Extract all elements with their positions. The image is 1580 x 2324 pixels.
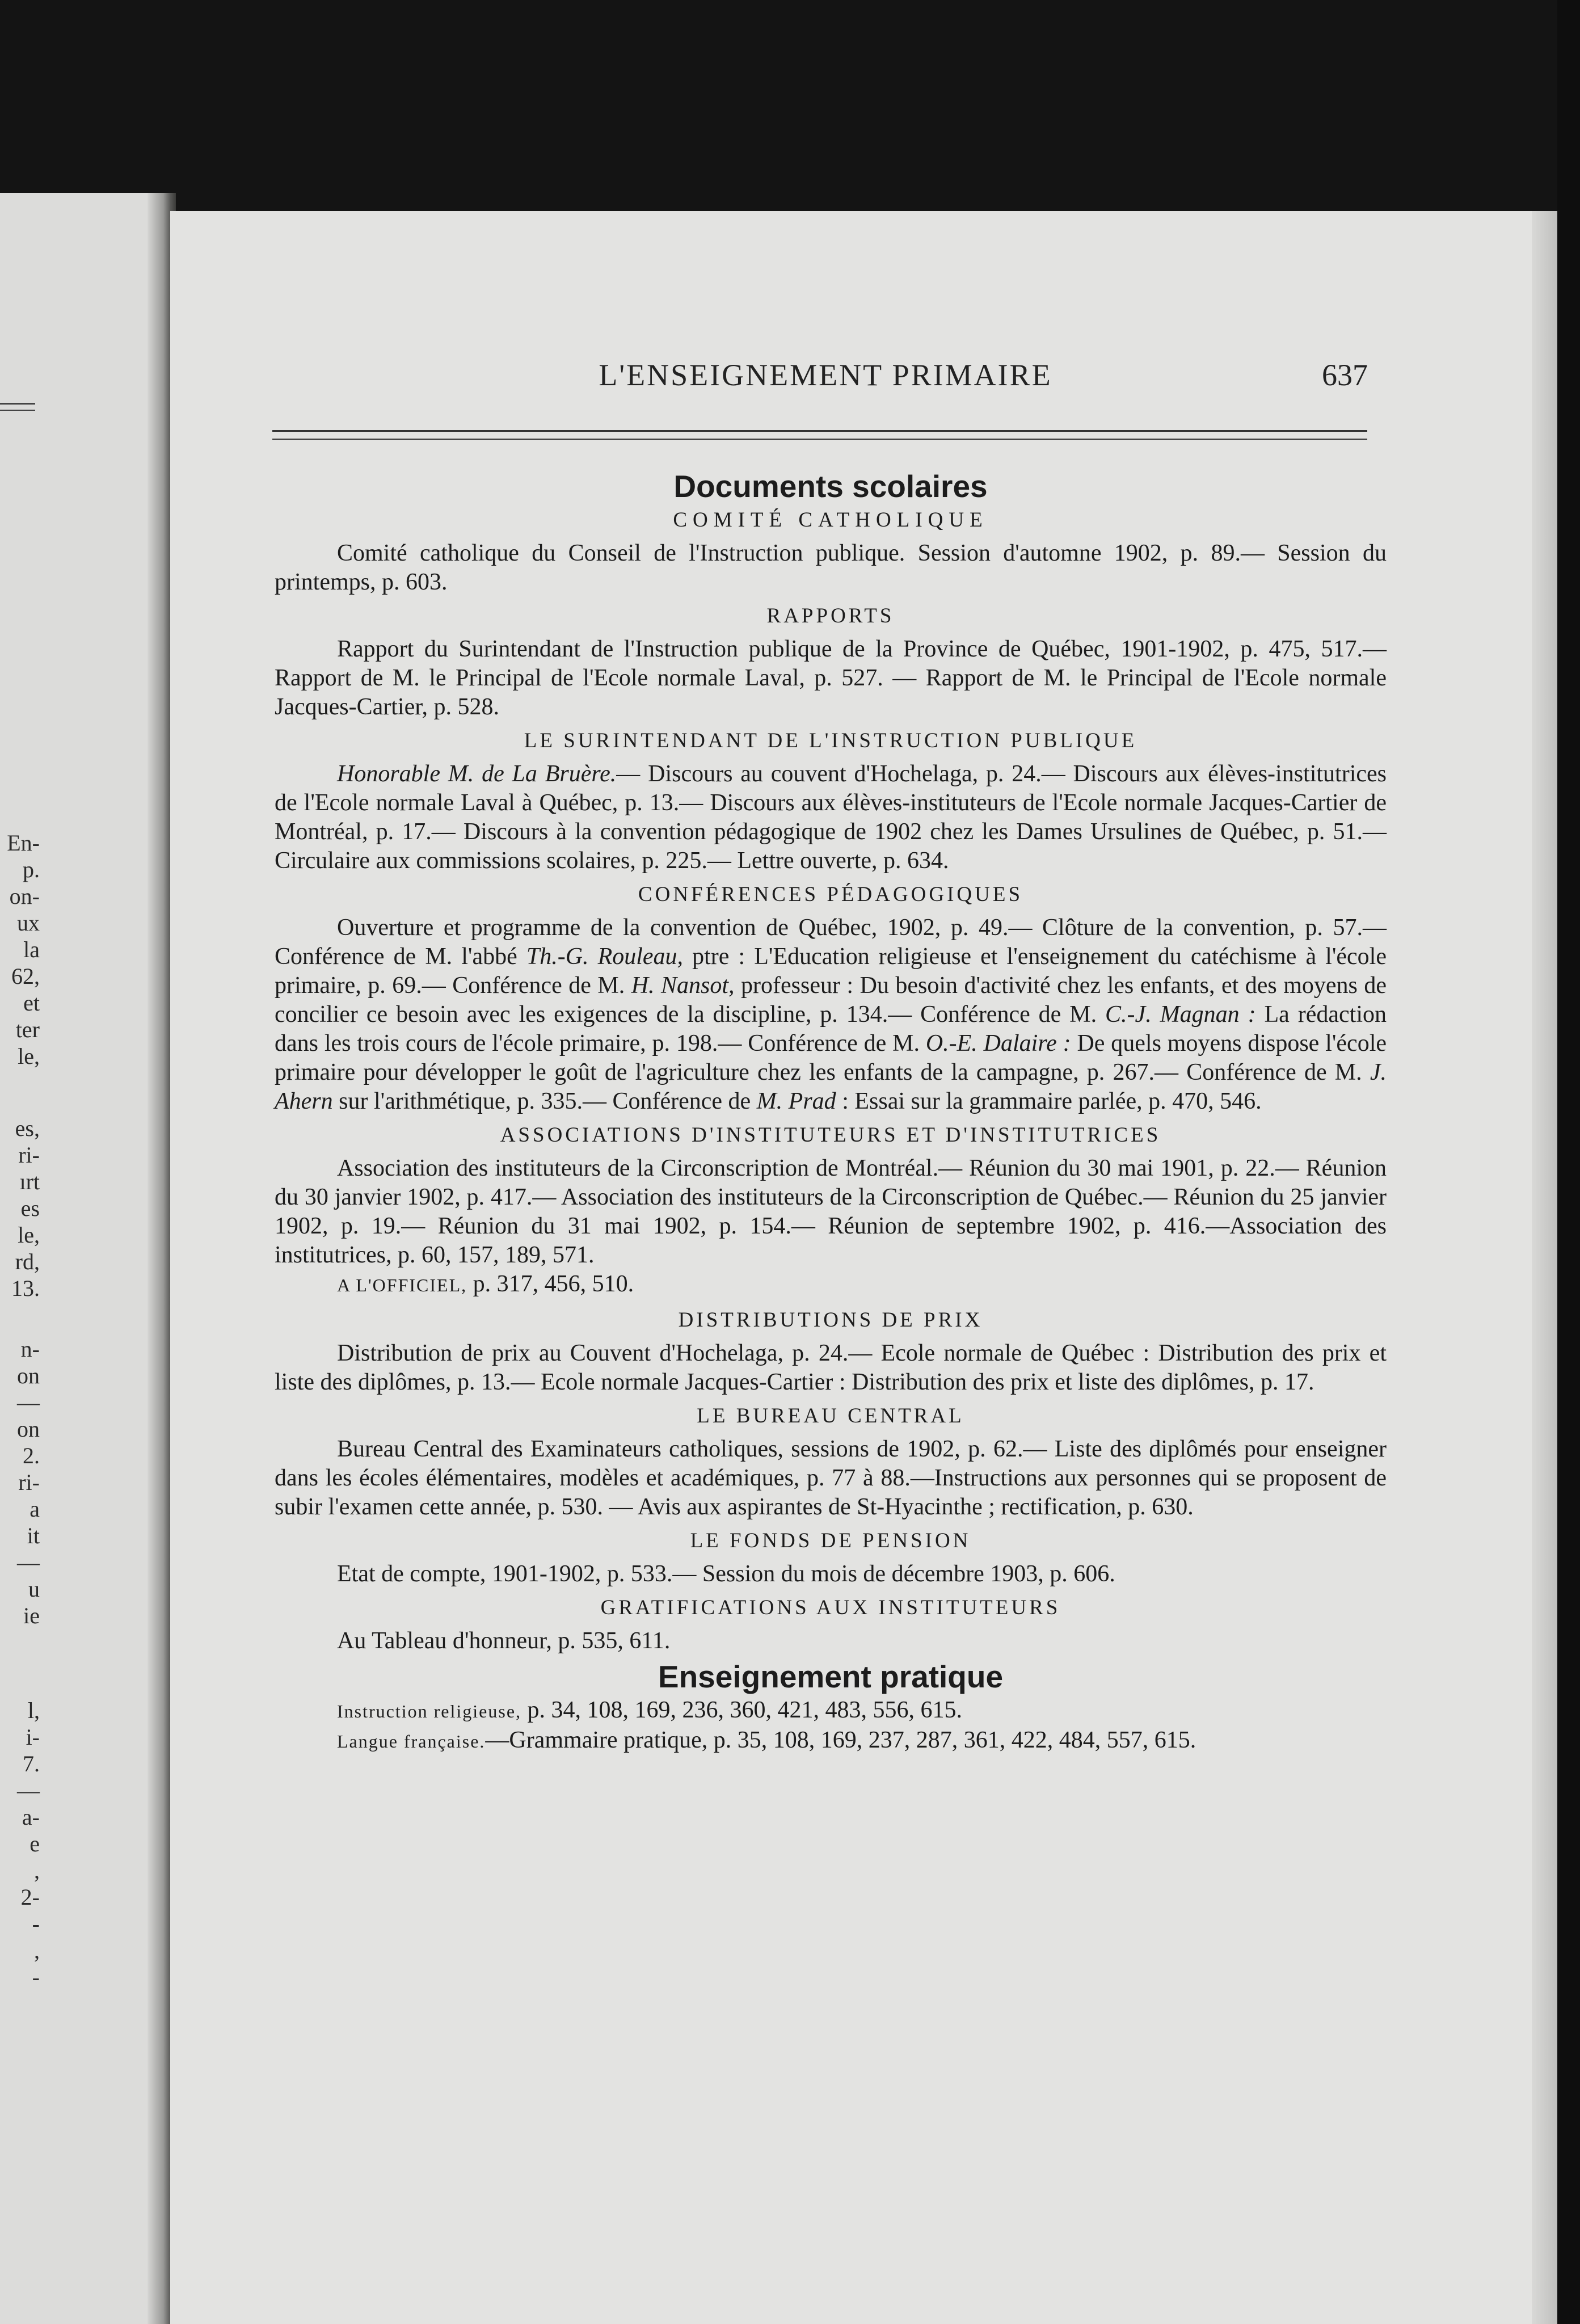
conferences-text-7: : Essai sur la grammaire parlée, p. 470, 546. (836, 1088, 1262, 1114)
religieuse-pages: p. 34, 108, 169, 236, 360, 421, 483, 556, 615. (521, 1697, 963, 1723)
paragraph-gratifications: Au Tableau d'honneur, p. 535, 611. (337, 1628, 671, 1654)
facing-page-fragment: le, (18, 1222, 40, 1248)
section-title-documents: Documents scolaires (673, 469, 988, 504)
surintendant-text: — Discours au couvent d'Hochelaga, p. 24.— Discours aux élèves-institutrices de l'Ecole normale Laval à Québec, p. 13.— Discours aux élèves-instituteurs de l'Ecole normale Jacques-Cartier de Montréal, p. 17.— Discours à la convention pédagogique de 1902 chez les Dames Ursulines de Québec, p. 51.— Circulaire aux commissions scolaires, p. 225.— Lettre ouverte, p. 634. (275, 761, 1387, 874)
facing-page-fragment: le, (18, 1043, 40, 1069)
conferences-text-6: sur l'arithmétique, p. 335.— Conférence de (332, 1088, 757, 1114)
speaker-prad: M. Prad (756, 1088, 836, 1114)
facing-page-fragment: es, (15, 1115, 40, 1141)
conferences-text-2: ptre : L'Education religieuse et l'enseignement du catéchisme à l'école primaire, p. 69.— Conférence de M. (275, 944, 1387, 999)
facing-page-rule (0, 403, 35, 405)
francaise-label: Langue française. (337, 1731, 486, 1752)
facing-page-fragment: a (30, 1496, 40, 1522)
facing-page-fragment: 62, (11, 963, 40, 989)
facing-page-fragment: e (30, 1831, 40, 1856)
facing-page-fragment: 13. (11, 1275, 40, 1301)
heading-comite: COMITÉ CATHOLIQUE (673, 508, 988, 532)
film-border-top (0, 0, 1580, 238)
speaker-magnan: C.-J. Magnan : (1105, 1001, 1256, 1028)
facing-page-fragment: , (34, 1938, 40, 1963)
heading-rapports: RAPPORTS (766, 604, 895, 628)
facing-page (0, 193, 170, 2324)
facing-page-fragment: , (34, 1858, 40, 1883)
religieuse-label: Instruction religieuse, (337, 1701, 522, 1721)
facing-page-fragment: es (20, 1195, 40, 1221)
heading-bureau: LE BUREAU CENTRAL (697, 1404, 964, 1428)
facing-page-fragment: En- (7, 830, 40, 856)
facing-page-fragment: — (17, 1390, 40, 1415)
paragraph-associations: Association des instituteurs de la Circonscription de Montréal.— Réunion du 30 mai 1901, p. 22.— Réunion du 30 janvier 1902, p. 417.— Association des instituteurs de la Circonscription de Québec.— Réunion du 25 janvier 1902, p. 19.— Réunion du 31 mai 1902, p. 154.— Réunion de septembre 1902, p. 416.—Association des institutrices, p. 60, 157, 189, 571. (275, 1155, 1387, 1268)
paragraph-fonds: Etat de compte, 1901-1902, p. 533.— Session du mois de décembre 1903, p. 606. (337, 1561, 1115, 1587)
francaise-text: —Grammaire pratique, p. 35, 108, 169, 237, 287, 361, 422, 484, 557, 615. (485, 1727, 1196, 1753)
conferences-text-4: La rédaction dans les trois cours de l'école primaire, p. 198.— Conférence de M. (275, 1001, 1387, 1056)
heading-associations: ASSOCIATIONS D'INSTITUTEURS ET D'INSTITUTRICES (500, 1123, 1161, 1147)
paragraph-surintendant (275, 760, 1387, 875)
facing-page-fragment: ırt (19, 1169, 40, 1194)
facing-page-fragment: n- (20, 1336, 40, 1362)
conferences-text-1: Ouverture et programme de la convention de Québec, 1902, p. 49.— Clôture de la convention, p. 57.— Conférence de M. l'abbé (275, 915, 1387, 970)
speaker-rouleau: Th.-G. Rouleau, (526, 944, 684, 970)
speaker-dalaire: O.-E. Dalaire : (925, 1030, 1071, 1056)
heading-conferences: CONFÉRENCES PÉDAGOGIQUES (638, 883, 1023, 906)
page-body (275, 465, 1387, 1756)
facing-page-fragment: on (17, 1416, 40, 1442)
paragraph-comite: Comité catholique du Conseil de l'Instruction publique. Session d'automne 1902, p. 89.— Session du printemps, p. 603. (275, 540, 1387, 595)
conferences-text-3: professeur : Du besoin d'activité chez les enfants, et des moyens de concilier ce besoin avec les exigences de la discipline, p. 134.— Conférence de M. (275, 972, 1387, 1028)
facing-page-fragment: ri- (18, 1470, 40, 1495)
facing-page-fragment: - (32, 1911, 40, 1936)
paragraph-bureau: Bureau Central des Examinateurs catholiques, sessions de 1902, p. 62.— Liste des diplômés pour enseigner dans les écoles élémentaires, modèles et académiques, p. 77 à 88.—Instructions aux personnes qui se proposent de subir l'examen cette année, p. 530. — Avis aux aspirantes de St-Hyacinthe ; rectification, p. 630. (275, 1436, 1387, 1520)
facing-page-fragment: on (17, 1363, 40, 1388)
speaker-ahern: J. Ahern (275, 1059, 1387, 1114)
facing-page-fragment: — (17, 1550, 40, 1575)
facing-page-fragment: it (27, 1523, 40, 1548)
facing-page-fragment: 7. (23, 1751, 40, 1776)
heading-fonds: LE FONDS DE PENSION (690, 1529, 971, 1552)
facing-page-fragment: rd, (15, 1249, 40, 1274)
facing-page-fragment: la (23, 937, 40, 962)
facing-page-fragment: ter (15, 1017, 40, 1042)
facing-page-fragment: ux (17, 910, 40, 936)
paragraph-rapports: Rapport du Surintendant de l'Instruction publique de la Province de Québec, 1901-1902, p. 475, 517.— Rapport de M. le Principal de l'Ecole normale Laval, p. 527. — Rapport de M. le Principal de l'Ecole normale Jacques-Cartier, p. 528. (275, 636, 1387, 720)
facing-page-fragment: l, (27, 1698, 40, 1723)
surintendant-name: Honorable M. de La Bruère. (337, 761, 617, 787)
facing-page-fragment: - (32, 1964, 40, 1990)
item-langue-francaise (275, 1726, 1387, 1756)
section-title-pratique: Enseignement pratique (658, 1659, 1004, 1694)
facing-page-fragment: 2. (23, 1443, 40, 1468)
speaker-nansot: H. Nansot, (631, 972, 735, 999)
facing-page-fragment: p. (23, 857, 40, 882)
facing-page-fragment: — (17, 1778, 40, 1803)
facing-page-fragment: ri- (18, 1142, 40, 1168)
heading-distributions: DISTRIBUTIONS DE PRIX (678, 1308, 983, 1332)
heading-surintendant: LE SURINTENDANT DE L'INSTRUCTION PUBLIQUE (524, 729, 1137, 752)
item-instruction-religieuse (275, 1696, 1387, 1726)
facing-page-fragment: 2- (20, 1884, 40, 1910)
heading-gratifications: GRATIFICATIONS AUX INSTITUTEURS (600, 1596, 1061, 1619)
facing-page-fragment: on- (9, 883, 40, 909)
facing-page-rule-lower (0, 410, 35, 411)
facing-page-fragment: ie (23, 1603, 40, 1628)
paragraph-distributions: Distribution de prix au Couvent d'Hochelaga, p. 24.— Ecole normale de Québec : Distribution des prix et liste des diplômes, p. 13.— Ecole normale Jacques-Cartier : Distribution des prix et liste des diplômes, p. 17. (275, 1340, 1387, 1395)
officiel-pages: p. 317, 456, 510. (467, 1271, 634, 1297)
facing-page-fragment: a- (22, 1804, 40, 1830)
facing-page-fragment: i- (26, 1724, 40, 1750)
film-border-right (1557, 0, 1580, 2324)
facing-page-fragment: et (23, 990, 40, 1016)
facing-page-fragment: u (28, 1576, 40, 1602)
officiel-label: A L'OFFICIEL, (337, 1275, 467, 1295)
page-number: 637 (1322, 358, 1368, 392)
conferences-text-5: De quels moyens dispose l'école primaire pour développer le goût de l'agriculture chez les enfants de la campagne, p. 267.— Conférence de M. (275, 1030, 1387, 1085)
paragraph-conferences (275, 913, 1387, 1116)
header-rule (272, 430, 1367, 440)
running-title: L'ENSEIGNEMENT PRIMAIRE (599, 358, 1052, 392)
officiel-line (275, 1270, 1387, 1300)
